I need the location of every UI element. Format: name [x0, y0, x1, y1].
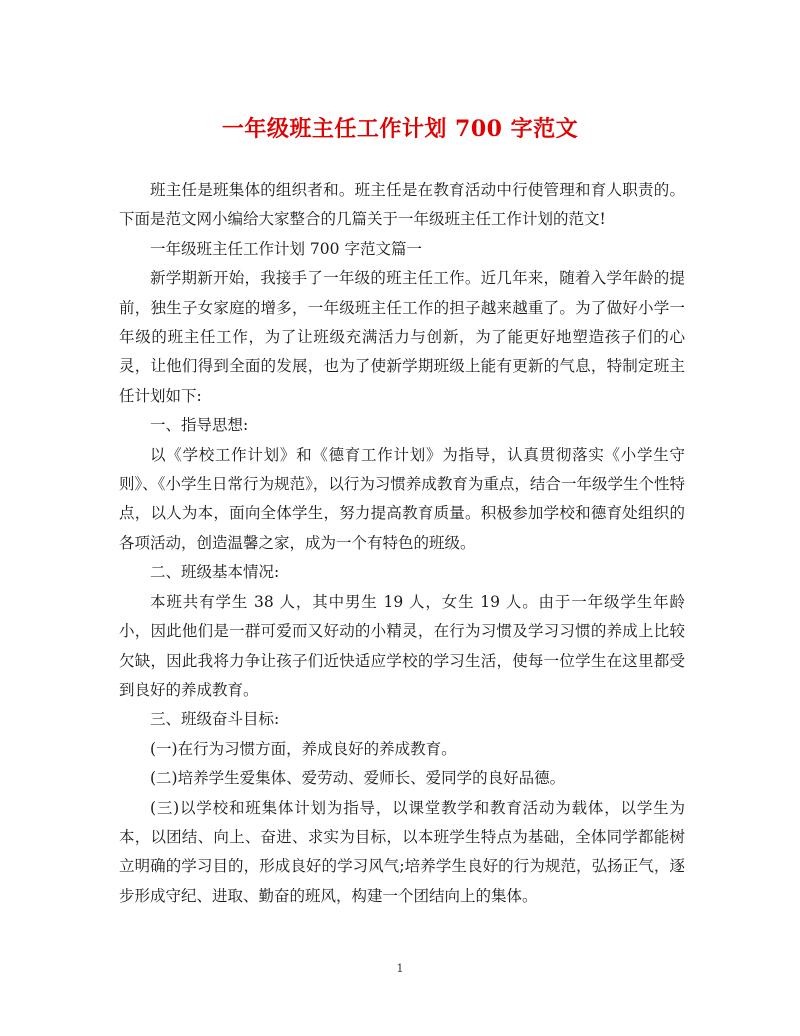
heading-class-goals: 三、班级奋斗目标: — [150, 710, 280, 729]
goal-item-3: (三)以学校和班集体计划为指导，以课堂教学和教育活动为载体，以学生为本，以团结、向上、奋进、求实为目标，以本班学生特点为基础，全体同学都能树立明确的学习目的，形成良好的学习风气;培养学生良好的行为规范，弘扬正气，逐步形成守纪、进取、勤奋的班风，构建一个团结向上的集体。 — [119, 798, 685, 905]
opening-paragraph: 新学期新开始，我接手了一年级的班主任工作。近几年来，随着入学年龄的提前，独生子女家庭的增多，一年级班主任工作的担子越来越重了。为了做好小学一年级的班主任工作，为了让班级充满活力与创新，为了能更好地塑造孩子们的心灵，让他们得到全面的发展，也为了使新学期班级上能有更新的气息，特制定班主任计划如下: — [119, 269, 685, 405]
heading-guiding-thought: 一、指导思想: — [150, 416, 249, 435]
document-body — [119, 176, 685, 911]
goal-item-1: (一)在行为习惯方面，养成良好的养成教育。 — [150, 739, 457, 758]
document-title: 一年级班主任工作计划 700 字范文 — [221, 116, 579, 142]
guiding-thought-paragraph: 以《学校工作计划》和《德育工作计划》为指导，认真贯彻落实《小学生守则》、《小学生日常行为规范》，以行为习惯养成教育为重点，结合一年级学生个性特点，以人为本，面向全体学生，努力提高教育质量。积极参加学校和德育处组织的各项活动，创造温馨之家，成为一个有特色的班级。 — [119, 445, 685, 552]
goal-item-2: (二)培养学生爱集体、爱劳动、爱师长、爱同学的良好品德。 — [150, 769, 566, 788]
heading-class-situation: 二、班级基本情况: — [150, 563, 280, 582]
section-title-paragraph: 一年级班主任工作计划 700 字范文篇一 — [150, 239, 422, 258]
intro-paragraph: 班主任是班集体的组织者和。班主任是在教育活动中行使管理和育人职责的。下面是范文网小编给大家整合的几篇关于一年级班主任工作计划的范文! — [119, 181, 685, 229]
class-situation-paragraph: 本班共有学生 38 人，其中男生 19 人，女生 19 人。由于一年级学生年龄小，因此他们是一群可爱而又好动的小精灵，在行为习惯及学习习惯的养成上比较欠缺，因此我将力争让孩子们近快适应学校的学习生活，使每一位学生在这里都受到良好的养成教育。 — [119, 592, 685, 699]
page-number: 1 — [396, 962, 404, 975]
